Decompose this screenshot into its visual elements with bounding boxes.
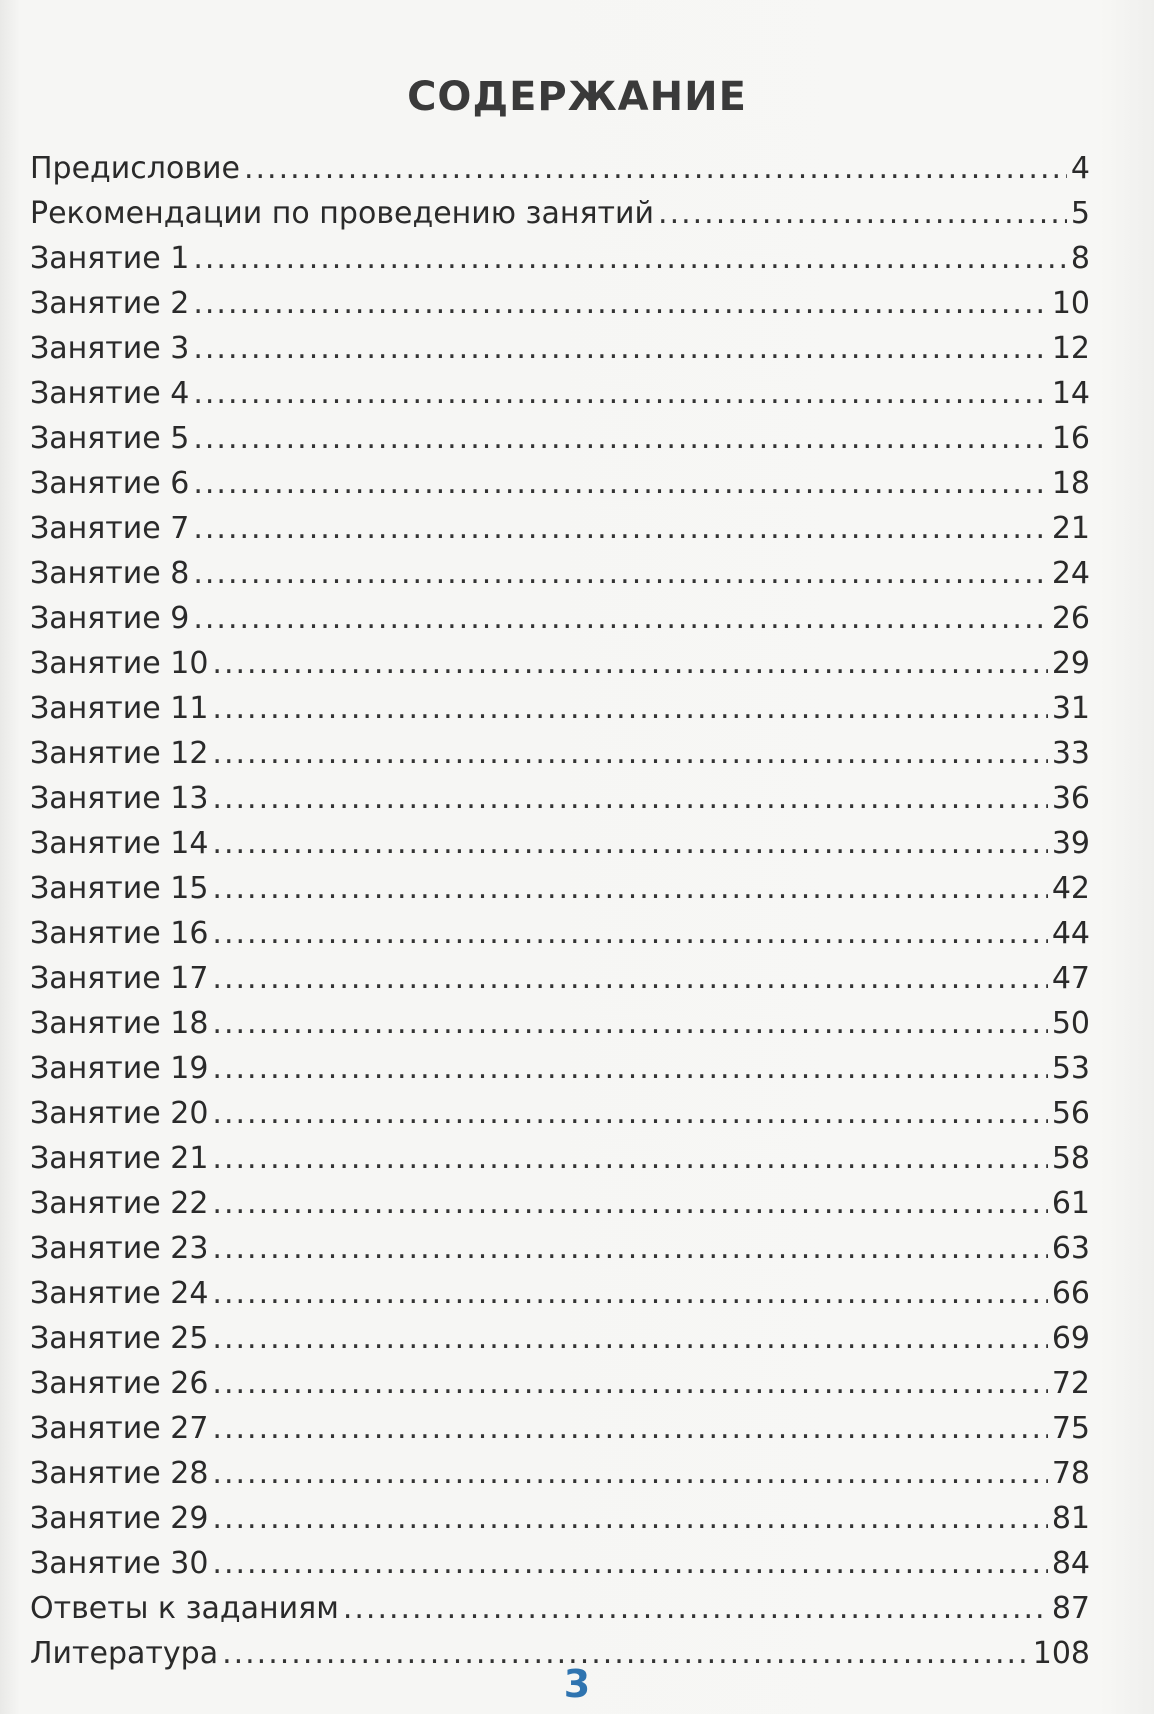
toc-entry-title: Занятие 28	[30, 1456, 209, 1491]
toc-entry-title: Занятие 5	[30, 421, 190, 456]
toc-entry-title: Занятие 12	[30, 736, 209, 771]
toc-entry	[30, 731, 1090, 776]
dot-leader	[658, 191, 1067, 236]
dot-leader	[212, 1406, 1047, 1451]
toc-entry-title: Занятие 15	[30, 871, 209, 906]
dot-leader	[212, 1181, 1047, 1226]
toc-entry-page: 42	[1051, 871, 1090, 906]
dot-leader	[212, 1271, 1047, 1316]
dot-leader	[193, 416, 1047, 461]
toc-entry	[30, 1496, 1090, 1541]
toc-entry	[30, 686, 1090, 731]
toc-entry	[30, 1316, 1090, 1361]
toc-entry-title: Занятие 21	[30, 1141, 209, 1176]
toc-entry	[30, 1271, 1090, 1316]
toc-entry-title: Занятие 1	[30, 241, 190, 276]
toc-entry	[30, 776, 1090, 821]
toc-entry	[30, 1361, 1090, 1406]
dot-leader	[212, 866, 1047, 911]
toc-entry-title: Занятие 10	[30, 646, 209, 681]
toc-entry-page: 87	[1051, 1591, 1090, 1626]
toc-entry-page: 14	[1051, 376, 1090, 411]
toc-entry-page: 12	[1051, 331, 1090, 366]
toc-entry	[30, 1046, 1090, 1091]
toc-entry	[30, 866, 1090, 911]
dot-leader	[212, 1316, 1047, 1361]
toc-entry	[30, 1136, 1090, 1181]
toc-entry-page: 81	[1051, 1501, 1090, 1536]
toc-entry-page: 72	[1051, 1366, 1090, 1401]
dot-leader	[193, 551, 1047, 596]
toc-entry-title: Занятие 19	[30, 1051, 209, 1086]
toc-entry-page: 61	[1051, 1186, 1090, 1221]
toc-entry-title: Занятие 20	[30, 1096, 209, 1131]
dot-leader	[212, 1136, 1047, 1181]
dot-leader	[212, 1091, 1047, 1136]
toc-entry-title: Ответы к заданиям	[30, 1591, 339, 1626]
toc-entry	[30, 596, 1090, 641]
toc-entry-page: 36	[1051, 781, 1090, 816]
toc-entry-page: 47	[1051, 961, 1090, 996]
toc-entry	[30, 1406, 1090, 1451]
toc-entry-title: Занятие 25	[30, 1321, 209, 1356]
toc-entry	[30, 326, 1090, 371]
toc-entry	[30, 146, 1090, 191]
dot-leader	[212, 1361, 1047, 1406]
dot-leader	[212, 731, 1047, 776]
dot-leader	[212, 821, 1047, 866]
toc-entry	[30, 281, 1090, 326]
dot-leader	[343, 1586, 1048, 1631]
toc-entry-page: 44	[1051, 916, 1090, 951]
toc-entry-title: Занятие 4	[30, 376, 190, 411]
toc-entry	[30, 1226, 1090, 1271]
toc-entry-title: Занятие 14	[30, 826, 209, 861]
dot-leader	[193, 371, 1047, 416]
toc-entry	[30, 641, 1090, 686]
dot-leader	[193, 281, 1047, 326]
toc-entry-page: 84	[1051, 1546, 1090, 1581]
dot-leader	[212, 1541, 1047, 1586]
toc-entry-page: 18	[1051, 466, 1090, 501]
toc-entry	[30, 1091, 1090, 1136]
toc-entry-title: Занятие 30	[30, 1546, 209, 1581]
dot-leader	[212, 686, 1047, 731]
toc-entry	[30, 1541, 1090, 1586]
toc-entry-page: 26	[1051, 601, 1090, 636]
toc-entry	[30, 191, 1090, 236]
toc-entry-title: Занятие 22	[30, 1186, 209, 1221]
dot-leader	[193, 236, 1067, 281]
toc-entry-title: Занятие 6	[30, 466, 190, 501]
toc-entry	[30, 461, 1090, 506]
dot-leader	[193, 596, 1047, 641]
dot-leader	[212, 1226, 1047, 1271]
toc-entry-title: Занятие 24	[30, 1276, 209, 1311]
toc-entry	[30, 506, 1090, 551]
toc-entry-title: Занятие 27	[30, 1411, 209, 1446]
toc-entry-title: Занятие 18	[30, 1006, 209, 1041]
toc-entry-page: 33	[1051, 736, 1090, 771]
toc-entry-page: 53	[1051, 1051, 1090, 1086]
toc-entry-page: 56	[1051, 1096, 1090, 1131]
toc-entry-title: Предисловие	[30, 151, 240, 186]
toc-entry-title: Занятие 7	[30, 511, 190, 546]
toc-entry-title: Занятие 23	[30, 1231, 209, 1266]
toc-entry-title: Занятие 8	[30, 556, 190, 591]
toc-entry	[30, 416, 1090, 461]
dot-leader	[193, 326, 1047, 371]
toc-entry	[30, 1451, 1090, 1496]
toc-entry-page: 5	[1070, 196, 1090, 231]
toc-entry	[30, 911, 1090, 956]
toc-entry-page: 24	[1051, 556, 1090, 591]
toc-entry-title: Литература	[30, 1636, 219, 1671]
toc-entry	[30, 236, 1090, 281]
toc-entry-page: 63	[1051, 1231, 1090, 1266]
table-of-contents	[30, 146, 1090, 1676]
toc-entry-title: Занятие 11	[30, 691, 209, 726]
toc-entry-page: 108	[1032, 1636, 1090, 1671]
toc-entry	[30, 371, 1090, 416]
toc-entry-page: 8	[1070, 241, 1090, 276]
dot-leader	[212, 641, 1047, 686]
page-title: СОДЕРЖАНИЕ	[407, 74, 747, 120]
toc-entry-page: 75	[1051, 1411, 1090, 1446]
dot-leader	[244, 146, 1067, 191]
toc-entry-title: Занятие 9	[30, 601, 190, 636]
toc-entry-title: Занятие 2	[30, 286, 190, 321]
toc-entry-page: 31	[1051, 691, 1090, 726]
toc-entry-title: Занятие 29	[30, 1501, 209, 1536]
dot-leader	[212, 1496, 1047, 1541]
toc-entry-page: 58	[1051, 1141, 1090, 1176]
dot-leader	[212, 911, 1047, 956]
toc-entry-page: 39	[1051, 826, 1090, 861]
toc-entry	[30, 1586, 1090, 1631]
toc-entry-page: 10	[1051, 286, 1090, 321]
toc-entry-title: Занятие 16	[30, 916, 209, 951]
toc-entry-page: 69	[1051, 1321, 1090, 1356]
toc-entry-title: Занятие 3	[30, 331, 190, 366]
toc-entry	[30, 1001, 1090, 1046]
dot-leader	[193, 506, 1047, 551]
toc-entry	[30, 821, 1090, 866]
dot-leader	[193, 461, 1047, 506]
dot-leader	[212, 1046, 1047, 1091]
toc-entry-page: 16	[1051, 421, 1090, 456]
dot-leader	[212, 956, 1047, 1001]
toc-entry	[30, 551, 1090, 596]
toc-entry-page: 50	[1051, 1006, 1090, 1041]
toc-entry	[30, 1181, 1090, 1226]
dot-leader	[212, 1001, 1047, 1046]
toc-entry-title: Рекомендации по проведению занятий	[30, 196, 655, 231]
toc-entry-title: Занятие 13	[30, 781, 209, 816]
toc-entry-page: 66	[1051, 1276, 1090, 1311]
toc-entry-title: Занятие 26	[30, 1366, 209, 1401]
toc-entry	[30, 956, 1090, 1001]
toc-entry-page: 21	[1051, 511, 1090, 546]
toc-entry-page: 4	[1070, 151, 1090, 186]
dot-leader	[212, 776, 1047, 821]
toc-entry-page: 78	[1051, 1456, 1090, 1491]
dot-leader	[212, 1451, 1047, 1496]
page-number: 3	[563, 1662, 591, 1706]
toc-entry-page: 29	[1051, 646, 1090, 681]
toc-entry-title: Занятие 17	[30, 961, 209, 996]
